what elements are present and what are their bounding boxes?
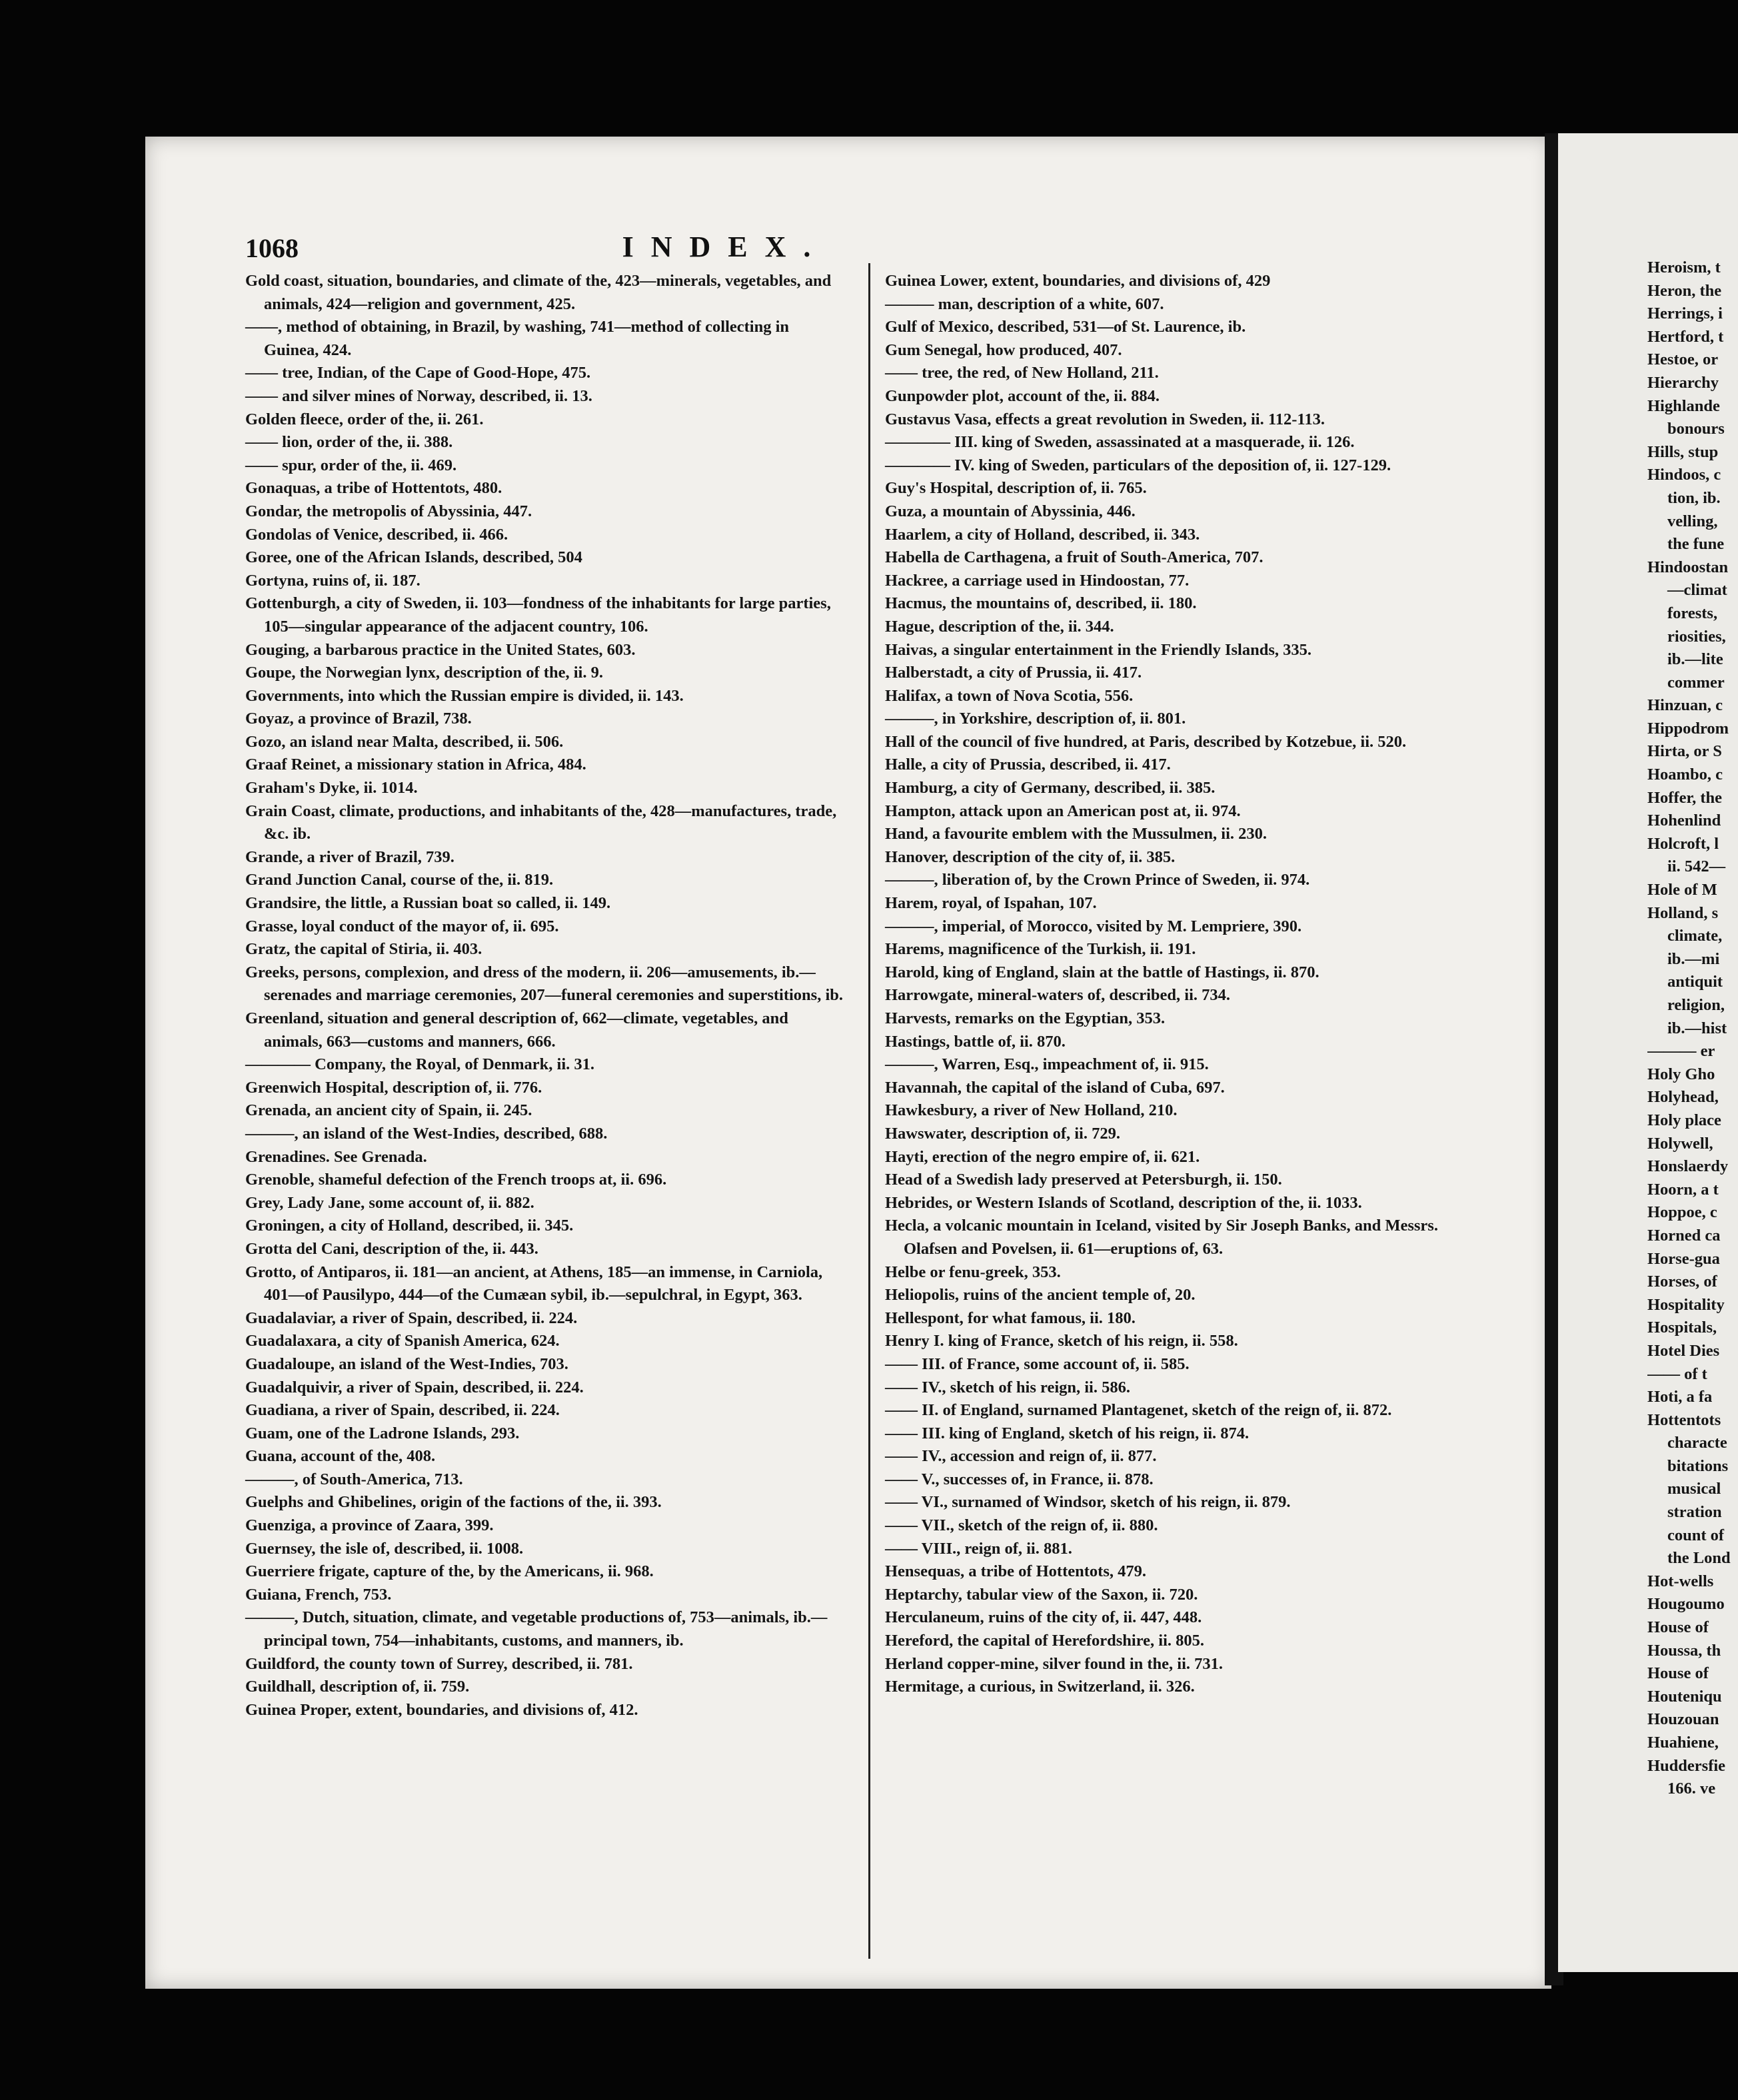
index-entry: Guildford, the county town of Surrey, described, ii. 781. [245,1654,633,1673]
index-entry: Hayti, erection of the negro empire of, ii. 621. [885,1147,1200,1166]
index-entry: —— tree, the red, of New Holland, 211. [885,364,1159,382]
index-entry: —— VI., surnamed of Windsor, sketch of his reign, ii. 879. [885,1493,1291,1512]
index-entry-fragment: velling, [1667,512,1718,530]
index-entry-fragment: Horse-gua [1647,1249,1720,1268]
index-entry-fragment: Houzouan [1647,1710,1719,1729]
index-entry: Guernsey, the isle of, described, ii. 1008. [245,1539,524,1558]
index-entry: ———, in Yorkshire, description of, ii. 801. [885,710,1186,728]
index-entry: Harold, king of England, slain at the battle of Hastings, ii. 870. [885,963,1319,981]
index-entry-fragment: Hippodrom [1647,719,1729,738]
index-entry-fragment: Hoambo, c [1647,766,1723,784]
index-entry: Guy's Hospital, description of, ii. 765. [885,479,1147,498]
index-entry: Harem, royal, of Ispahan, 107. [885,894,1097,913]
index-entry-fragment: Hoorn, a t [1647,1180,1719,1199]
index-entry: Hand, a favourite emblem with the Mussulmen, ii. 230. [885,825,1268,843]
index-entry: Guam, one of the Ladrone Islands, 293. [245,1424,520,1442]
index-entry: Haarlem, a city of Holland, described, ii. 343. [885,525,1200,544]
index-entry: Hague, description of the, ii. 344. [885,617,1114,636]
index-entry: Guenziga, a province of Zaara, 399. [245,1516,494,1535]
index-entry-fragment: Heroism, t [1647,259,1721,276]
index-entry: ——, method of obtaining, in Brazil, by washing, 741—method of collecting in Guinea, 424. [245,318,790,359]
index-entry-fragment: bitations [1667,1456,1729,1475]
index-entry-fragment: Horses, of [1647,1273,1717,1291]
index-entry: —— V., successes of, in France, ii. 878. [885,1470,1154,1488]
index-entry: Haivas, a singular entertainment in the Friendly Islands, 335. [885,640,1312,659]
index-entry: ———, of South-America, 713. [245,1470,463,1488]
index-entry-fragment: House of [1647,1618,1709,1637]
index-entry-fragment: Houteniqu [1647,1687,1722,1706]
index-entry-fragment: Hot-wells [1647,1572,1714,1590]
index-entry-fragment: —— of t [1647,1364,1707,1383]
index-entry-fragment: Hirta, or S [1647,742,1722,761]
index-entry: Graaf Reinet, a missionary station in Africa, 484. [245,756,586,774]
index-entry: Grain Coast, climate, productions, and inhabitants of the, 428—manufactures, trade, &c. ib. [245,801,837,843]
index-entry: Grenadines. See Grenada. [245,1147,427,1166]
index-entry: ———, imperial, of Morocco, visited by M. Lempriere, 390. [885,917,1302,935]
index-entry-fragment: Hougoumo [1647,1595,1725,1614]
page-header [245,223,1538,263]
index-column-right [885,270,1485,1699]
index-entry: —— and silver mines of Norway, described, ii. 13. [245,386,592,405]
index-entry-fragment: antiquit [1667,973,1723,991]
index-entry: Guadalaviar, a river of Spain, described, ii. 224. [245,1309,578,1327]
index-entry-fragment: Hoppoe, c [1647,1203,1717,1222]
index-entry-fragment: riosities, [1667,627,1726,646]
index-entry-fragment: Holyhead, [1647,1088,1719,1107]
index-entry: Grenada, an ancient city of Spain, ii. 245. [245,1101,532,1120]
index-entry: Grand Junction Canal, course of the, ii. 819. [245,871,554,889]
index-entry-fragment: Holcroft, l [1647,834,1719,853]
index-entry-fragment: the Lond [1667,1549,1731,1568]
index-entry: Halberstadt, a city of Prussia, ii. 417. [885,664,1142,682]
index-entry: Gum Senegal, how produced, 407. [885,340,1122,359]
index-entry: Guelphs and Ghibelines, origin of the factions of the, ii. 393. [245,1493,662,1512]
index-entry: Guadaloupe, an island of the West-Indies, 703. [245,1354,568,1373]
index-entry: Gonaquas, a tribe of Hottentots, 480. [245,479,502,498]
index-entry: —— VII., sketch of the reign of, ii. 880. [885,1516,1158,1535]
index-entry-fragment: Holland, s [1647,903,1719,922]
index-entry: Hellespont, for what famous, ii. 180. [885,1309,1136,1327]
index-entry: Gustavus Vasa, effects a great revolution in Sweden, ii. 112-113. [885,410,1325,428]
index-entry: Herland copper-mine, silver found in the, ii. 731. [885,1654,1224,1673]
index-entry: Groningen, a city of Holland, described, ii. 345. [245,1217,574,1235]
index-entry-fragment: tion, ib. [1667,488,1721,507]
index-entry-fragment: ib.—hist [1667,1019,1727,1037]
index-entry: Grasse, loyal conduct of the mayor of, ii. 695. [245,917,559,935]
page-content [245,223,1538,1955]
index-entry-fragment: Hole of M [1647,881,1717,899]
index-entry: ———— III. king of Sweden, assassinated at a masquerade, ii. 126. [885,433,1355,452]
index-entry: Habella de Carthagena, a fruit of South-America, 707. [885,548,1264,567]
index-entry: Harrowgate, mineral-waters of, described, ii. 734. [885,986,1231,1005]
index-entry: —— III. of France, some account of, ii. 585. [885,1354,1190,1373]
index-entry: Gold coast, situation, boundaries, and climate of the, 423—minerals, vegetables, and animals, 424—religion and government, 425. [245,272,832,313]
index-entry: Grenoble, shameful defection of the French troops at, ii. 696. [245,1171,667,1189]
index-entry-fragment: characte [1667,1434,1727,1452]
index-entry-fragment: Hospitals, [1647,1318,1717,1337]
adjacent-page-column [1647,257,1738,1801]
index-entry: Guildhall, description of, ii. 759. [245,1678,470,1696]
index-entry: Harems, magnificence of the Turkish, ii. 191. [885,940,1196,959]
index-entry: Greenland, situation and general description of, 662—climate, vegetables, and animals, 663—customs and manners, 666. [245,1009,788,1051]
index-entry: ———, Warren, Esq., impeachment of, ii. 915. [885,1055,1209,1074]
index-entry: Guana, account of the, 408. [245,1447,436,1466]
index-entry: Gouging, a barbarous practice in the United States, 603. [245,640,636,659]
index-entry: Havannah, the capital of the island of Cuba, 697. [885,1078,1225,1097]
book-page [145,137,1551,1989]
index-entry: Hastings, battle of, ii. 870. [885,1032,1066,1051]
index-entry: ———— Company, the Royal, of Denmark, ii. 31. [245,1055,595,1074]
index-entry-fragment: Hoffer, the [1647,788,1723,807]
index-entry-fragment: Hoti, a fa [1647,1388,1713,1406]
index-entry-fragment: forests, [1667,604,1718,622]
index-entry: —— IV., accession and reign of, ii. 877. [885,1447,1157,1466]
column-divider [868,263,870,1959]
index-entry-fragment: ii. 542— [1667,857,1726,876]
index-entry: Grotto, of Antiparos, ii. 181—an ancient, at Athens, 185—an immense, in Carniola, 401—of Pausilypo, 444—of the Cumæan sybil, ib.—sepulchral, in Egypt, 363. [245,1263,823,1305]
index-entry: —— lion, order of the, ii. 388. [245,433,453,452]
index-entry-fragment: the fune [1667,535,1725,554]
index-entry: Harvests, remarks on the Egyptian, 353. [885,1009,1166,1027]
index-entry: ———, Dutch, situation, climate, and vegetable productions of, 753—animals, ib.—principal town, 754—inhabitants, customs, and manners, ib. [245,1608,828,1650]
index-entry-fragment: ib.—lite [1667,650,1723,669]
index-entry-fragment: House of [1647,1664,1709,1683]
index-entry: ——— man, description of a white, 607. [885,294,1164,313]
index-entry-fragment: climate, [1667,927,1723,945]
index-entry: —— III. king of England, sketch of his reign, ii. 874. [885,1424,1250,1442]
index-entry-fragment: Holy Gho [1647,1065,1715,1083]
index-entry: Guadalaxara, a city of Spanish America, 624. [245,1332,560,1350]
index-entry: Guerriere frigate, capture of the, by the Americans, ii. 968. [245,1562,654,1581]
index-entry: —— tree, Indian, of the Cape of Good-Hope, 475. [245,364,591,382]
index-entry: Guinea Proper, extent, boundaries, and divisions of, 412. [245,1700,638,1719]
index-entry-fragment: Heron, the [1647,281,1722,300]
index-entry-fragment: Hierarchy [1647,373,1719,392]
index-entry: Gulf of Mexico, described, 531—of St. Laurence, ib. [885,318,1246,336]
index-column-left [245,270,845,1722]
index-entry-fragment: Hotel Dies [1647,1341,1720,1360]
index-entry-fragment: ——— er [1647,1042,1715,1061]
index-entry: ———, liberation of, by the Crown Prince of Sweden, ii. 974. [885,871,1310,889]
index-entry: Governments, into which the Russian empire is divided, ii. 143. [245,686,684,705]
index-entry-fragment: Hills, stup [1647,442,1719,461]
index-entry-fragment: Highlande [1647,396,1720,415]
index-entry-fragment: Hospitality [1647,1295,1725,1314]
index-entry-fragment: —climat [1667,581,1727,600]
index-entry: Gondolas of Venice, described, ii. 466. [245,525,508,544]
index-entry: Hermitage, a curious, in Switzerland, ii. 326. [885,1678,1195,1696]
index-entry-fragment: Hertford, t [1647,327,1724,346]
index-entry: ———— IV. king of Sweden, particulars of the deposition of, ii. 127-129. [885,456,1391,474]
index-entry: Greeks, persons, complexion, and dress of the modern, ii. 206—amusements, ib.—serenades and marriage ceremonies, 207—funeral ceremonies and superstitions, ib. [245,963,844,1005]
index-entry: —— IV., sketch of his reign, ii. 586. [885,1378,1130,1396]
index-entry: —— II. of England, surnamed Plantagenet, sketch of the reign of, ii. 872. [885,1401,1392,1420]
index-entry: Hampton, attack upon an American post at, ii. 974. [885,801,1241,820]
index-entry-fragment: Hindoos, c [1647,466,1721,484]
page-title: INDEX. [622,231,828,263]
index-entry-fragment: musical [1667,1480,1721,1498]
index-entry: —— spur, order of the, ii. 469. [245,456,457,474]
index-entry: Gortyna, ruins of, ii. 187. [245,571,421,590]
index-entry-fragment: Herrings, i [1647,304,1723,323]
index-entry: Goupe, the Norwegian lynx, description of the, ii. 9. [245,664,603,682]
index-entry: Halifax, a town of Nova Scotia, 556. [885,686,1134,705]
index-entry: Greenwich Hospital, description of, ii. 776. [245,1078,542,1097]
index-entry: Golden fleece, order of the, ii. 261. [245,410,484,428]
index-entry-fragment: Huahiene, [1647,1734,1719,1752]
index-entry-fragment: Hohenlind [1647,811,1721,830]
index-entry: Hawkesbury, a river of New Holland, 210. [885,1101,1178,1120]
index-entry: Hensequas, a tribe of Hottentots, 479. [885,1562,1146,1581]
index-entry: Gunpowder plot, account of the, ii. 884. [885,386,1160,405]
index-entry-fragment: Honslaerdy [1647,1157,1729,1176]
index-entry-fragment: Holywell, [1647,1134,1713,1153]
index-entry-fragment: bonours [1667,420,1725,438]
index-entry: Heptarchy, tabular view of the Saxon, ii. 720. [885,1585,1198,1604]
index-entry: Gottenburgh, a city of Sweden, ii. 103—fondness of the inhabitants for large parties, 105—singular appearance of the adjacent country, 106. [245,594,831,636]
index-entry: Henry I. king of France, sketch of his reign, ii. 558. [885,1332,1238,1350]
index-entry-fragment: Hottentots [1647,1410,1721,1429]
index-entry: Halle, a city of Prussia, described, ii. 417. [885,756,1171,774]
index-entry: Head of a Swedish lady preserved at Petersburgh, ii. 150. [885,1171,1282,1189]
index-entry: Gondar, the metropolis of Abyssinia, 447. [245,502,532,520]
index-entry: Hecla, a volcanic mountain in Iceland, visited by Sir Joseph Banks, and Messrs. Olafsen and Povelsen, ii. 61—eruptions of, 63. [885,1217,1438,1258]
index-entry: Hacmus, the mountains of, described, ii. 180. [885,594,1197,613]
index-entry-fragment: stration [1667,1503,1722,1522]
index-entry-fragment: Holy place [1647,1111,1721,1129]
adjacent-page [1558,133,1738,1972]
index-entry: Goyaz, a province of Brazil, 738. [245,710,472,728]
index-entry: Goree, one of the African Islands, described, 504 [245,548,582,567]
index-entry-fragment: Hestoe, or [1647,350,1719,369]
index-entry-fragment: count of [1667,1526,1725,1544]
index-entry: Hall of the council of five hundred, at Paris, described by Kotzebue, ii. 520. [885,732,1407,751]
index-entry: ———, an island of the West-Indies, described, 688. [245,1124,608,1143]
index-entry: Grey, Lady Jane, some account of, ii. 882. [245,1193,534,1212]
index-entry-fragment: Houssa, th [1647,1641,1721,1660]
index-entry: Guza, a mountain of Abyssinia, 446. [885,502,1136,520]
index-entry: Grande, a river of Brazil, 739. [245,847,454,866]
index-entry: Hereford, the capital of Herefordshire, ii. 805. [885,1632,1205,1650]
index-entry-fragment: Horned ca [1647,1226,1721,1245]
index-entry: Guiana, French, 753. [245,1585,392,1604]
index-entry-fragment: religion, [1667,996,1725,1014]
index-entry: Herculaneum, ruins of the city of, ii. 447, 448. [885,1608,1202,1627]
index-entry: —— VIII., reign of, ii. 881. [885,1539,1072,1558]
index-entry: Gozo, an island near Malta, described, ii. 506. [245,732,564,751]
index-entry-fragment: Hinzuan, c [1647,696,1723,715]
index-entry-fragment: 166. ve [1667,1780,1716,1798]
index-entry: Heliopolis, ruins of the ancient temple of, 20. [885,1286,1196,1305]
index-entry: Gratz, the capital of Stiria, ii. 403. [245,940,482,959]
index-entry-fragment: Hindoostan [1647,558,1729,576]
index-entry-fragment: ib.—mi [1667,949,1720,968]
index-entry-fragment: commer [1667,673,1725,692]
page-number: 1068 [245,233,299,263]
index-entry-fragment: Huddersfie [1647,1756,1726,1775]
index-entry: Guinea Lower, extent, boundaries, and divisions of, 429 [885,272,1271,290]
index-entry: Hanover, description of the city of, ii. 385. [885,847,1176,866]
index-entry: Grandsire, the little, a Russian boat so called, ii. 149. [245,894,611,913]
index-entry: Guadiana, a river of Spain, described, ii. 224. [245,1401,560,1420]
index-entry: Graham's Dyke, ii. 1014. [245,779,418,797]
index-entry: Hawswater, description of, ii. 729. [885,1124,1120,1143]
index-entry: Guadalquivir, a river of Spain, described, ii. 224. [245,1378,584,1396]
index-entry: Grotta del Cani, description of the, ii. 443. [245,1239,538,1258]
index-entry: Hackree, a carriage used in Hindoostan, 77. [885,571,1190,590]
index-entry: Helbe or fenu-greek, 353. [885,1263,1061,1281]
index-entry: Hamburg, a city of Germany, described, ii. 385. [885,779,1216,797]
index-entry: Hebrides, or Western Islands of Scotland, description of the, ii. 1033. [885,1193,1362,1212]
